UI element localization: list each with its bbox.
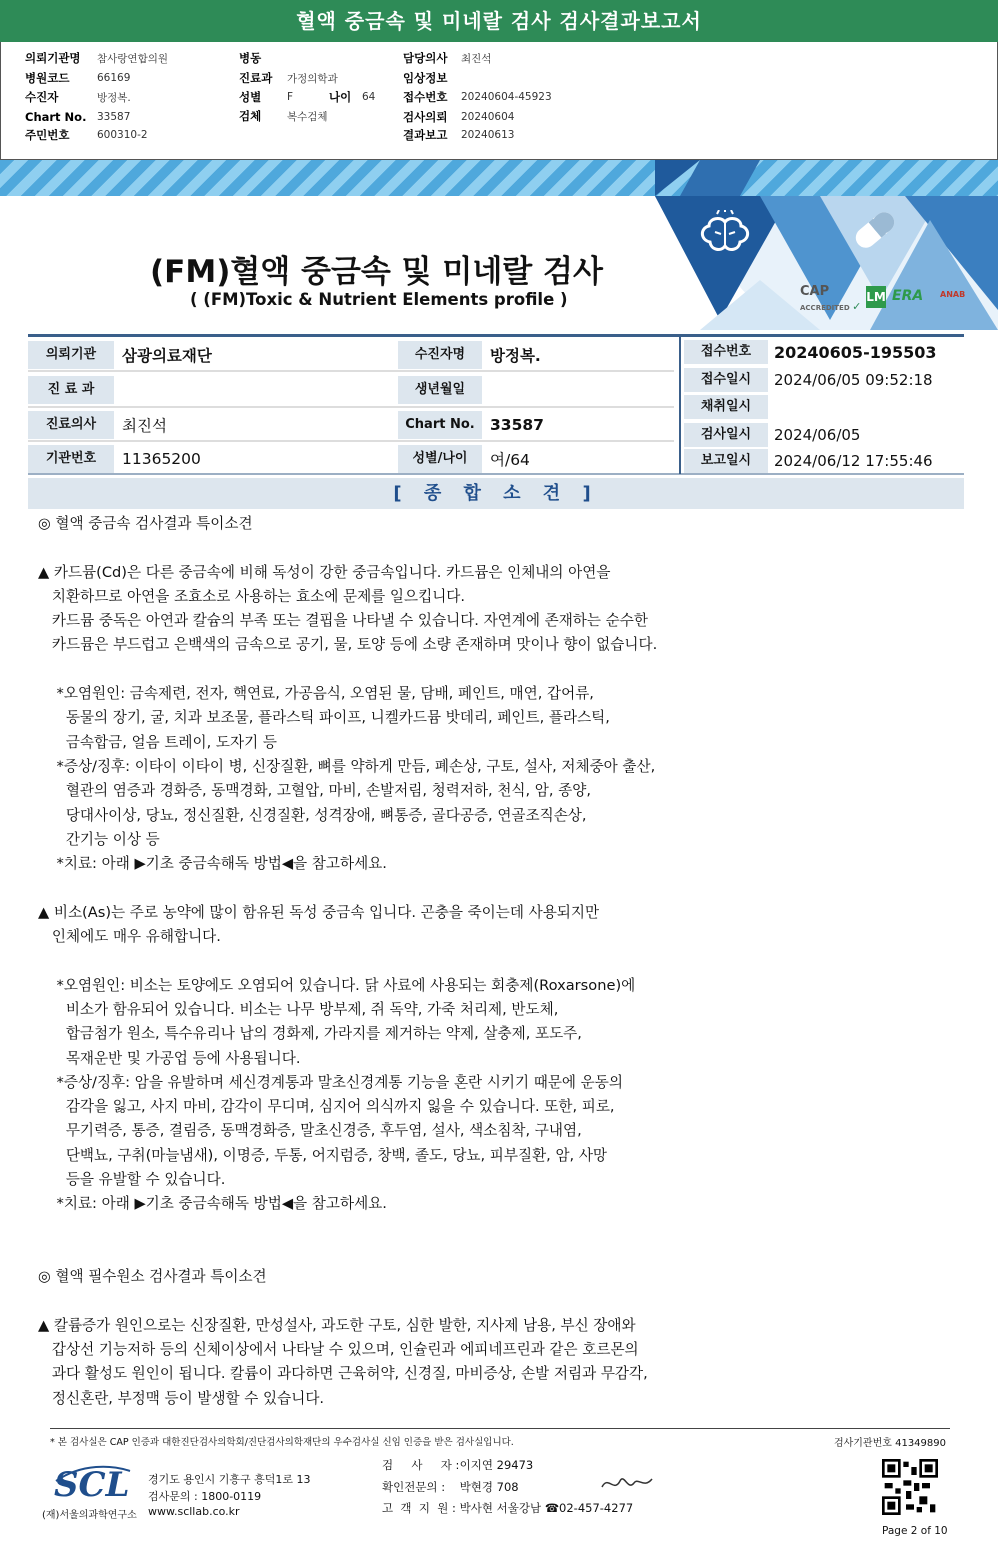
test-banner: [0, 160, 998, 330]
top-info-value: F: [287, 91, 294, 103]
certification-note: * 본 검사실은 CAP 인증과 대한진단검사의학회/진단검사의학재단의 우수검사실 신임 인증을 받은 검사실입니다.: [50, 1437, 514, 1448]
top-info-label: 결과보고: [403, 128, 448, 142]
findings-text: [38, 512, 758, 1411]
findings-line: *오염원인: 금속제련, 전자, 핵연료, 가공음식, 오염된 물, 담배, 페인트, 매연, 갑어류,: [38, 685, 594, 703]
staff-label: 고 객 지 원 :: [382, 1501, 456, 1515]
findings-line: 단백뇨, 구취(마늘냄새), 이명증, 두통, 어지럼증, 창백, 졸도, 당뇨, 피부질환, 암, 사망: [38, 1146, 608, 1164]
report-title-bar: [0, 0, 998, 42]
findings-line: 카드뮴은 부드럽고 은백색의 금속으로 공기, 물, 토양 등에 소량 존재하며 맛이나 향이 없습니다.: [38, 636, 658, 654]
top-info-value: 20240613: [461, 129, 515, 141]
findings-line: *증상/징후: 암을 유발하며 세신경계통과 말초신경계통 기능을 혼란 시키기 때문에 운동의: [38, 1073, 623, 1091]
lab-address: 경기도 용인시 기흥구 흥덕1로 13: [148, 1473, 311, 1486]
top-info-label: 검사의뢰: [403, 110, 448, 124]
findings-line: 치환하므로 아연을 조효소로 사용하는 효소에 문제를 일으킵니다.: [38, 587, 466, 605]
top-info-label: 진료과: [239, 71, 273, 85]
patient-value: 최진석: [122, 417, 167, 435]
findings-line: ▲ 비소(As)는 주로 농약에 많이 함유된 독성 중금속 입니다. 곤충을 죽이는데 사용되지만: [38, 903, 600, 921]
top-info-value: 66169: [97, 72, 131, 84]
findings-line: 정신혼란, 부정맥 등이 발생할 수 있습니다.: [38, 1389, 325, 1407]
top-info-value: 복수검체: [287, 110, 328, 123]
top-info-value: 최진석: [461, 52, 492, 65]
top-info-value: 가정의학과: [287, 72, 338, 85]
top-info-label: 주민번호: [25, 128, 70, 142]
findings-line: 동물의 장기, 굴, 치과 보조물, 플라스틱 파이프, 니켈카드뮴 밧데리, 페인트, 플라스틱,: [38, 709, 610, 727]
patient-info-table: [28, 334, 964, 470]
cap-logo: [800, 284, 829, 299]
findings-line: [38, 1217, 758, 1241]
findings-line: ◎ 혈액 필수원소 검사결과 특이소견: [38, 1268, 267, 1286]
scl-logo: SCL: [54, 1465, 130, 1505]
findings-line: 감각을 잃고, 사지 마비, 감각이 무디며, 심지어 의식까지 잃을 수 있습니다. 또한, 피로,: [38, 1098, 615, 1116]
findings-line: 갑상선 기능저하 등의 신체이상에서 나타날 수 있으며, 인슐린과 에피네프린과 같은 호르몬의: [38, 1341, 639, 1359]
staff-label: 검 사 자 :: [382, 1458, 460, 1472]
findings-line: ▲ 칼륨증가 원인으로는 신장질환, 만성설사, 과도한 구토, 심한 발한, 지사제 남용, 부신 장애와: [38, 1316, 636, 1334]
receipt-value: 2024/06/05: [774, 426, 861, 444]
top-info-label: 담당의사: [403, 51, 448, 65]
top-info-value: 방정복.: [97, 91, 131, 104]
capsule-icon: [845, 200, 905, 260]
cap-accredited: ACCREDITED ✓: [800, 300, 862, 313]
signature: [598, 1469, 658, 1499]
findings-line: 간기능 이상 등: [38, 830, 160, 848]
patient-label: 기관번호: [28, 445, 114, 473]
patient-value: 방정복.: [490, 347, 541, 365]
lab-phone: 검사문의 : 1800-0119: [148, 1490, 262, 1503]
patient-label: 진 료 과: [28, 376, 114, 404]
findings-line: [38, 536, 758, 560]
top-info-label: 병동: [239, 51, 262, 65]
findings-line: 혈관의 염증과 경화증, 동맥경화, 고혈압, 마비, 손발저림, 청력저하, 천식, 암, 종양,: [38, 782, 592, 800]
banner-title: (FM)혈액 중금속 및 미네랄 검사: [150, 254, 603, 290]
findings-line: 무기력증, 통증, 결림증, 동맥경화증, 말초신경증, 후두염, 설사, 색소침착, 구내염,: [38, 1122, 582, 1140]
findings-line: 금속합금, 얼음 트레이, 도자기 등: [38, 733, 277, 751]
top-info-value: 20240604: [461, 111, 515, 123]
cap-accredited-text: ACCREDITED: [800, 304, 850, 312]
findings-line: [38, 658, 758, 682]
findings-line: 비소가 함유되어 있습니다. 비소는 나무 방부제, 쥐 독약, 가죽 처리제, 반도체,: [38, 1000, 559, 1018]
receipt-label: 접수번호: [684, 340, 768, 364]
receipt-value: 20240605-195503: [774, 342, 937, 362]
top-info-label: Chart No.: [25, 110, 87, 124]
patient-label: Chart No.: [398, 411, 482, 439]
staff-label: 확인전문의 :: [382, 1480, 446, 1494]
age-value: 64: [362, 91, 376, 103]
top-info-label: 접수번호: [403, 90, 448, 104]
report-title: 혈액 중금속 및 미네랄 검사 검사결과보고서: [296, 9, 702, 33]
lab-website: www.scllab.co.kr: [148, 1505, 240, 1518]
cap-logo-text: CAP: [800, 284, 830, 299]
scl-logo-swoosh: [52, 1465, 132, 1485]
findings-line: ◎ 혈액 중금속 검사결과 특이소견: [38, 515, 253, 532]
patient-label: 진료의사: [28, 411, 114, 439]
summary-heading: [ 종 합 소 견 ]: [28, 478, 964, 509]
findings-line: 목재운반 및 가공업 등에 사용됩니다.: [38, 1049, 301, 1067]
findings-line: ▲ 카드뮴(Cd)은 다른 중금속에 비해 독성이 강한 중금속입니다. 카드뮴은 인체내의 아연을: [38, 563, 611, 581]
top-info-box: [0, 42, 998, 160]
qr-code: [882, 1459, 938, 1515]
top-info-label: 병원코드: [25, 71, 70, 85]
age-label: 나이: [329, 90, 352, 104]
findings-line: 등을 유발할 수 있습니다.: [38, 1171, 226, 1189]
top-info-label: 의뢰기관명: [25, 51, 81, 65]
top-info-label: 임상정보: [403, 71, 448, 85]
findings-line: [38, 876, 758, 900]
patient-value: 여/64: [490, 451, 530, 469]
findings-line: [38, 1241, 758, 1265]
banner-subtitle: ( (FM)Toxic & Nutrient Elements profile ): [190, 290, 568, 309]
receipt-label: 검사일시: [684, 423, 768, 447]
patient-value: 33587: [490, 416, 544, 434]
patient-label: 수진자명: [398, 341, 482, 369]
findings-line: [38, 949, 758, 973]
findings-line: 당대사이상, 당뇨, 정신질환, 신경질환, 성격장애, 뼈통증, 골다공증, 연골조직손상,: [38, 806, 587, 824]
top-info-label: 성별: [239, 90, 262, 104]
lab-number: 검사기관번호 41349890: [833, 1438, 946, 1449]
lm-logo: LM: [866, 286, 886, 308]
brain-icon: [695, 210, 755, 260]
lab-name: (재)서울의과학연구소: [42, 1510, 137, 1521]
patient-label: 생년월일: [398, 376, 482, 404]
findings-line: *치료: 아래 ▶기초 중금속해독 방법◀을 참고하세요.: [38, 1195, 387, 1213]
findings-line: 인체에도 매우 유해합니다.: [38, 928, 221, 946]
receipt-label: 보고일시: [684, 449, 768, 473]
top-info-value: 33587: [97, 111, 131, 123]
footer: [42, 1428, 950, 1553]
findings-line: *증상/징후: 이타이 이타이 병, 신장질환, 뼈를 약하게 만듬, 폐손상, 구토, 설사, 저체중아 출산,: [38, 757, 656, 775]
anab-logo: [940, 290, 965, 299]
page-number: Page 2 of 10: [882, 1525, 948, 1537]
patient-value: 11365200: [122, 450, 201, 468]
top-info-label: 수진자: [25, 90, 59, 104]
patient-label: 의뢰기관: [28, 341, 114, 369]
patient-value: 삼광의료재단: [122, 347, 212, 365]
staff-value: 이지연 29473: [459, 1458, 534, 1472]
receipt-value: 2024/06/05 09:52:18: [774, 371, 933, 389]
staff-value: 박현경 708: [459, 1480, 519, 1494]
findings-line: [38, 1290, 758, 1314]
receipt-value: 2024/06/12 17:55:46: [774, 452, 933, 470]
top-info-value: 20240604-45923: [461, 91, 552, 103]
receipt-label: 채취일시: [684, 395, 768, 419]
patient-label: 성별/나이: [398, 445, 482, 473]
top-info-label: 검체: [239, 109, 262, 123]
top-info-value: 참사랑연합의원: [97, 52, 169, 65]
findings-line: *오염원인: 비소는 토양에도 오염되어 있습니다. 닭 사료에 사용되는 회충제(Roxarsone)에: [38, 976, 636, 994]
staff-value: 박사현 서울강남 ☎02-457-4277: [459, 1501, 634, 1515]
findings-line: 카드뮴 중독은 아연과 칼슘의 부족 또는 결핍을 나타낼 수 있습니다. 자연계에 존재하는 순수한: [38, 612, 648, 630]
findings-line: 합금첨가 원소, 특수유리나 납의 경화제, 가라지를 제거하는 약제, 살충제, 포도주,: [38, 1025, 582, 1043]
findings-line: 과다 활성도 원인이 됩니다. 칼륨이 과다하면 근육허약, 신경질, 마비증상, 손발 저림과 무감각,: [38, 1365, 648, 1383]
top-info-value: 600310-2: [97, 129, 148, 141]
era-logo: [892, 288, 923, 304]
era-logo-text: ERA: [892, 288, 924, 304]
findings-line: *치료: 아래 ▶기초 중금속해독 방법◀을 참고하세요.: [38, 855, 387, 873]
anab-logo-text: ANAB: [940, 290, 966, 299]
receipt-label: 접수일시: [684, 368, 768, 392]
